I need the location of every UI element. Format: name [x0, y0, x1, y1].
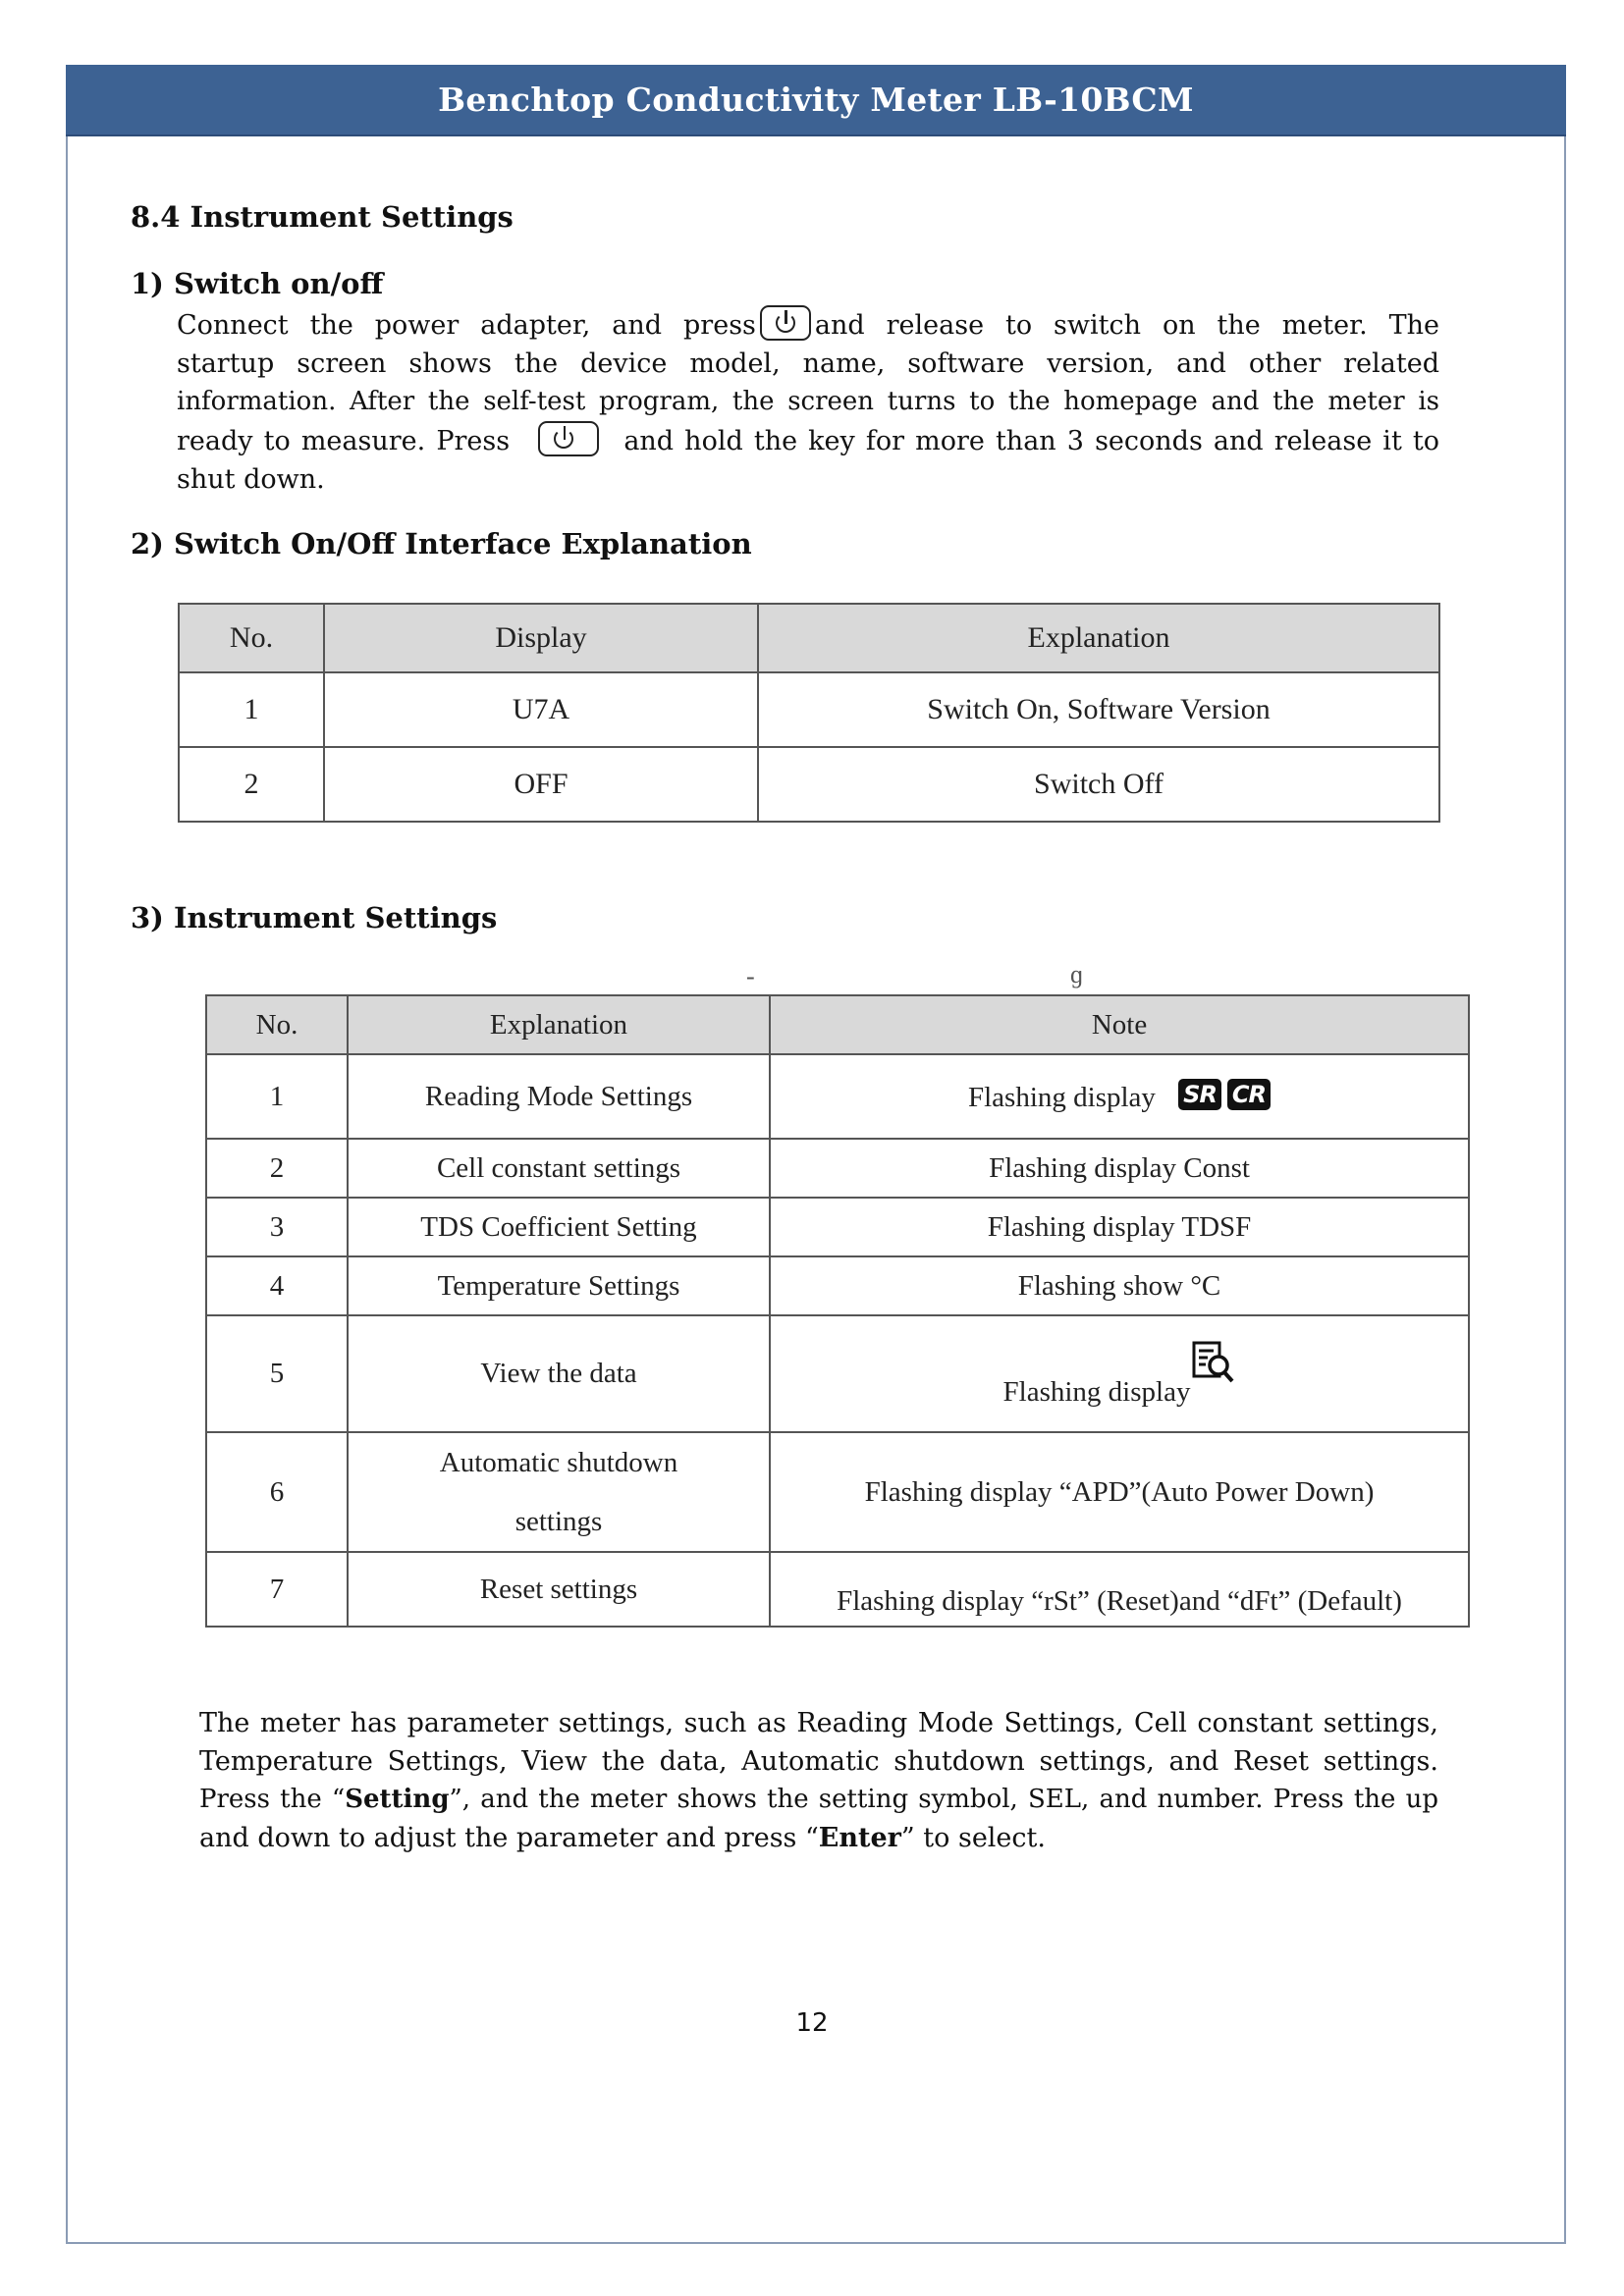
table-cell: 1 [179, 672, 324, 747]
switch-text-1a: Connect the power adapter, and press [177, 310, 756, 341]
table-cell: 7 [206, 1552, 348, 1627]
switch-text-4b: and hold the key for more than 3 seconds and release it to [623, 426, 1440, 456]
table-cell: 2 [206, 1139, 348, 1198]
interface-heading: 2) Switch On/Off Interface Explanation [131, 527, 752, 561]
summary-text-3c: ”, and the meter shows the setting symbol, SEL, and number. Press the up [449, 1785, 1438, 1814]
table-row [206, 1198, 1469, 1256]
table-cell: Flashing display “rSt” (Reset)and “dFt” (Default) [770, 1552, 1469, 1627]
table-cell: Flashing display “APD”(Auto Power Down) [770, 1432, 1469, 1552]
settings-table [205, 994, 1470, 1628]
table-cell: Switch Off [758, 747, 1439, 822]
table-cell: U7A [324, 672, 758, 747]
note-text: Flashing display [967, 1082, 1156, 1113]
power-button-icon [760, 305, 811, 341]
table-row [179, 747, 1439, 822]
switch-text-1b: and release to switch on the meter. The [814, 310, 1439, 341]
sr-badge-icon: SR [1178, 1079, 1221, 1110]
table-row [179, 672, 1439, 747]
settings-heading: 3) Instrument Settings [131, 901, 498, 934]
column-header: No. [206, 995, 348, 1054]
table-row [206, 1315, 1469, 1432]
switch-paragraph [177, 305, 1439, 499]
page-number: 12 [795, 2008, 829, 2038]
switch-text-5: shut down. [177, 464, 325, 495]
table-cell: Cell constant settings [348, 1139, 770, 1198]
table-header-row [179, 604, 1439, 672]
summary-text-1: The meter has parameter settings, such as Reading Mode Settings, Cell constant settings, [199, 1708, 1438, 1738]
table-cell: TDS Coefficient Setting [348, 1198, 770, 1256]
cell-text-line: Automatic shutdown [439, 1447, 678, 1478]
table-cell: Reset settings [348, 1552, 770, 1627]
table-cell: 6 [206, 1432, 348, 1552]
note-text: Flashing display [1002, 1375, 1191, 1408]
power-button-icon [538, 421, 599, 456]
scan-artifact: ɡ [1070, 960, 1083, 988]
table-cell: View the data [348, 1315, 770, 1432]
switch-text-3: information. After the self-test program, the screen turns to the homepage and the meter is [177, 387, 1439, 416]
column-header: Display [324, 604, 758, 672]
enter-key-label: Enter [818, 1823, 901, 1853]
table-cell [770, 1315, 1469, 1432]
summary-text-4c: ” to select. [900, 1823, 1046, 1853]
summary-paragraph [199, 1704, 1438, 1857]
table-cell: 5 [206, 1315, 348, 1432]
table-cell: 1 [206, 1054, 348, 1139]
table-row [206, 1256, 1469, 1315]
column-header: No. [179, 604, 324, 672]
switch-text-4a: ready to measure. Press [177, 426, 511, 456]
section-title: 8.4 Instrument Settings [131, 200, 514, 234]
table-cell: Switch On, Software Version [758, 672, 1439, 747]
header-title: Benchtop Conductivity Meter LB-10BCM [438, 80, 1194, 119]
summary-text-2: Temperature Settings, View the data, Automatic shutdown settings, and Reset settings. [199, 1746, 1438, 1777]
cell-text-line: settings [514, 1506, 603, 1537]
data-view-icon [1192, 1340, 1235, 1385]
table-cell: 3 [206, 1198, 348, 1256]
column-header: Note [770, 995, 1469, 1054]
table-cell: Temperature Settings [348, 1256, 770, 1315]
table-cell: Flashing show °C [770, 1256, 1469, 1315]
table-row [206, 1054, 1469, 1139]
table-row [206, 1552, 1469, 1627]
table-row [206, 1139, 1469, 1198]
cr-badge-icon: CR [1227, 1079, 1271, 1110]
summary-text-3a: Press the “ [199, 1785, 346, 1814]
interface-table [178, 603, 1440, 823]
setting-key-label: Setting [345, 1785, 450, 1814]
table-cell: OFF [324, 747, 758, 822]
table-cell [770, 1054, 1469, 1139]
table-cell [348, 1432, 770, 1552]
table-header-row [206, 995, 1469, 1054]
column-header: Explanation [348, 995, 770, 1054]
scan-artifact: - [746, 962, 755, 990]
summary-text-4a: and down to adjust the parameter and press “ [199, 1823, 819, 1853]
table-cell: Flashing display TDSF [770, 1198, 1469, 1256]
switch-text-2: startup screen shows the device model, name, software version, and other related [177, 348, 1439, 379]
switch-heading: 1) Switch on/off [131, 267, 384, 300]
page-header [66, 65, 1566, 136]
table-cell: 2 [179, 747, 324, 822]
table-cell: 4 [206, 1256, 348, 1315]
table-cell: Reading Mode Settings [348, 1054, 770, 1139]
table-cell: Flashing display Const [770, 1139, 1469, 1198]
column-header: Explanation [758, 604, 1439, 672]
table-row [206, 1432, 1469, 1552]
